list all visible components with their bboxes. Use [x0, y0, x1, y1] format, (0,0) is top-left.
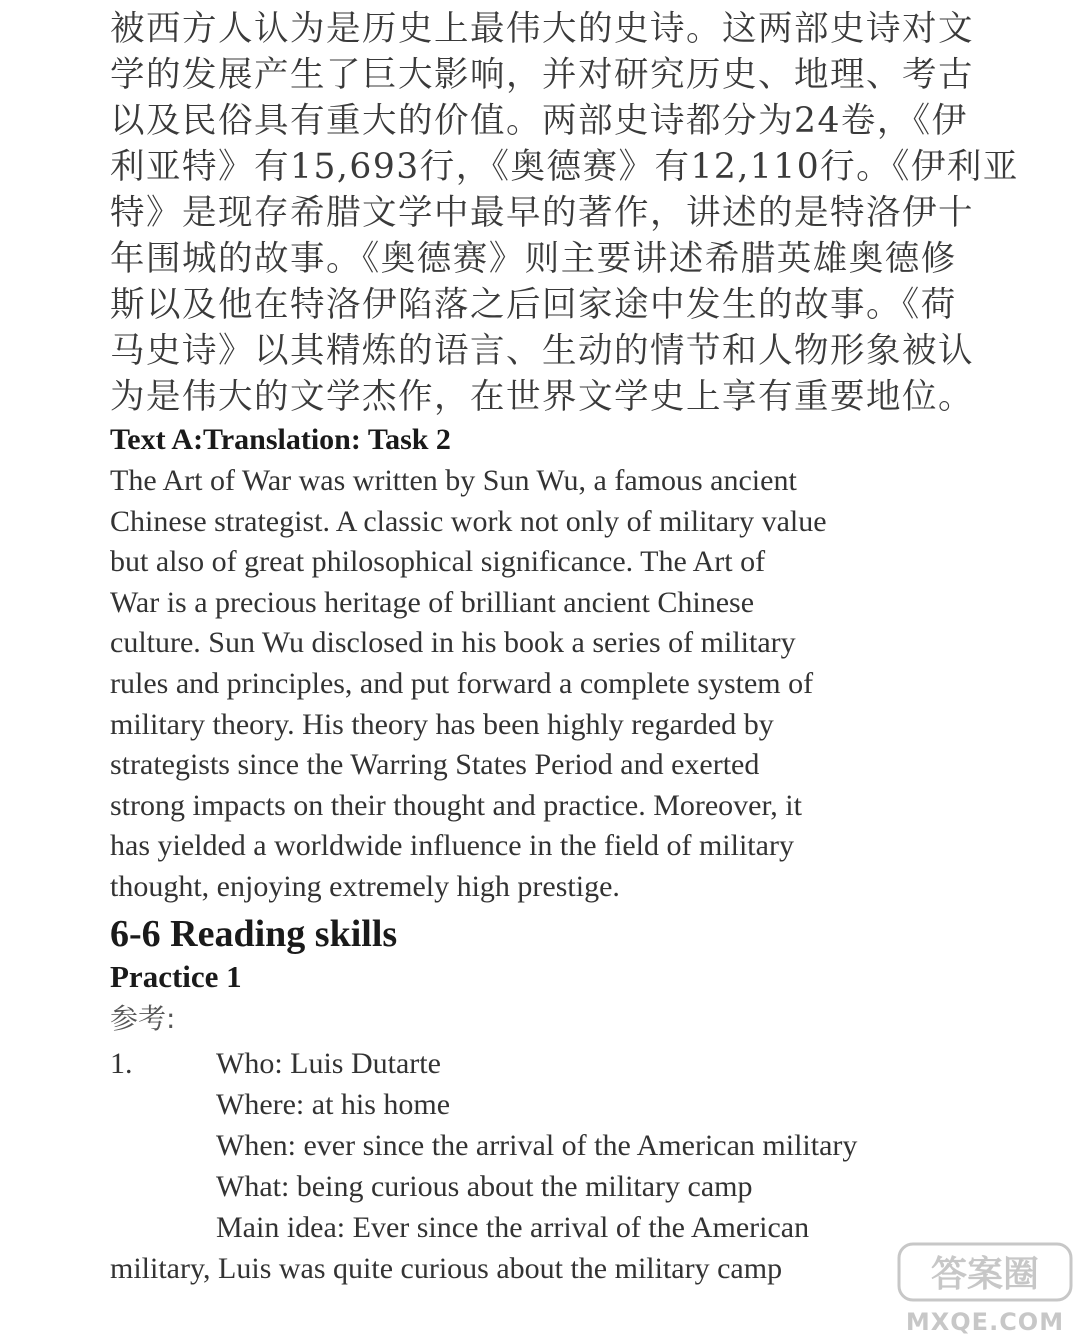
- chinese-line: 马史诗》以其精炼的语言、生动的情节和人物形象被认: [110, 331, 974, 371]
- answer-when: When: ever since the arrival of the American military: [216, 1129, 858, 1162]
- watermark-url: MXQE.COM: [905, 1308, 1065, 1336]
- english-line: thought, enjoying extremely high prestige.: [110, 869, 620, 903]
- chinese-line: 学的发展产生了巨大影响，并对研究历史、地理、考古: [110, 55, 974, 95]
- answer-what: What: being curious about the military camp: [216, 1170, 753, 1203]
- english-line: The Art of War was written by Sun Wu, a famous ancient: [110, 464, 797, 497]
- watermark-text: 答案圈: [930, 1254, 1040, 1295]
- english-line: but also of great philosophical significance. The Art of: [110, 545, 766, 579]
- chinese-line: 为是伟大的文学杰作，在世界文学史上享有重要地位。: [110, 377, 974, 417]
- chinese-line: 利亚特》有15,693行，《奥德赛》有12,110行。《伊利亚: [110, 147, 1019, 187]
- english-line: has yielded a worldwide influence in the field of military: [110, 829, 794, 863]
- english-line: rules and principles, and put forward a complete system of: [110, 666, 814, 700]
- answer-continuation: military, Luis was quite curious about the military camp: [110, 1252, 783, 1285]
- section-heading: 6-6 Reading skills: [110, 913, 398, 955]
- watermark-logo: [895, 1238, 1075, 1338]
- english-line: Chinese strategist. A classic work not only of military value: [110, 504, 827, 538]
- reference-label: 参考:: [110, 1002, 176, 1035]
- task-heading: Text A:Translation: Task 2: [110, 423, 451, 456]
- chinese-line: 以及民俗具有重大的价值。两部史诗都分为24卷，《伊: [110, 101, 968, 141]
- practice-heading: Practice 1: [110, 959, 242, 994]
- answer-main-idea: Main idea: Ever since the arrival of the American: [216, 1211, 810, 1244]
- english-line: culture. Sun Wu disclosed in his book a series of military: [110, 626, 796, 660]
- chinese-line: 特》是现存希腊文学中最早的著作，讲述的是特洛伊十: [110, 193, 974, 233]
- chinese-line: 斯以及他在特洛伊陷落之后回家途中发生的故事。《荷: [110, 285, 957, 325]
- english-line: strong impacts on their thought and practice. Moreover, it: [110, 788, 802, 822]
- answer-where: Where: at his home: [216, 1088, 451, 1121]
- english-line: War is a precious heritage of brilliant ancient Chinese: [110, 585, 755, 619]
- answer-list: [216, 1043, 857, 1248]
- item-number: 1.: [110, 1047, 133, 1080]
- chinese-line: 被西方人认为是历史上最伟大的史诗。这两部史诗对文: [110, 9, 974, 49]
- chinese-line: 年围城的故事。《奥德赛》则主要讲述希腊英雄奥德修: [110, 239, 957, 279]
- english-line: military theory. His theory has been highly regarded by: [110, 707, 774, 741]
- english-paragraph: [110, 461, 1010, 908]
- english-line: strategists since the Warring States Period and exerted: [110, 748, 760, 782]
- chinese-paragraph: [110, 6, 1019, 420]
- answer-who: Who: Luis Dutarte: [216, 1047, 441, 1080]
